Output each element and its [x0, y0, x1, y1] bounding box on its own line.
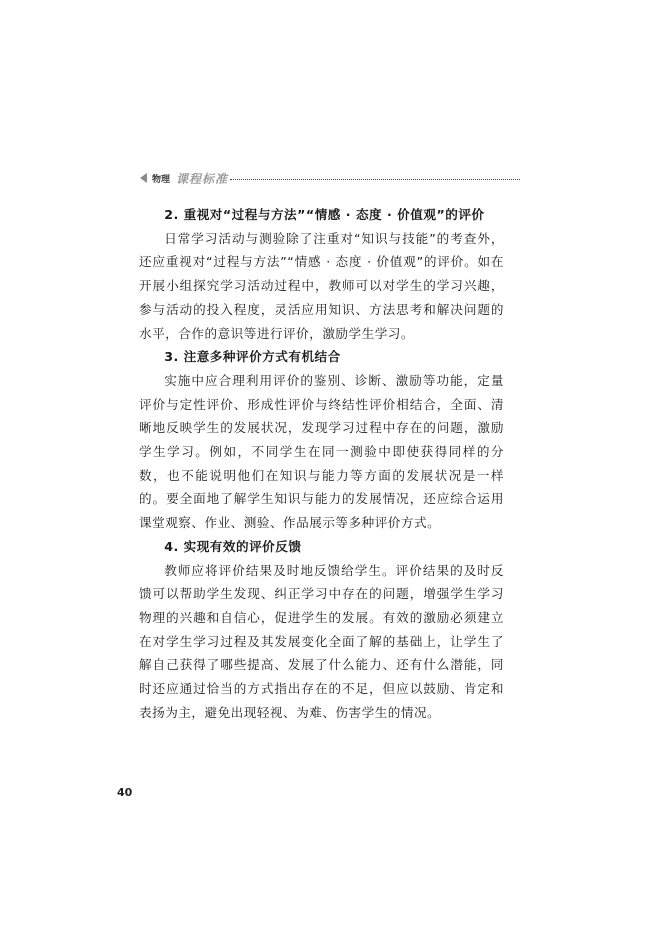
left-arrow-icon [140, 173, 147, 183]
section-heading-4: 4. 实现有效的评价反馈 [164, 538, 302, 554]
paragraph-2: 日常学习活动与测验除了注重对“知识与技能”的考查外，还应重视对“过程与方法”“情感 · 态度 · 价值观”的评价。如在开展小组探究学习活动过程中，教师可以对学生的学习兴趣，参与活动的投入程度，灵活应用知识、方法思考和解决问题的水平，合作的意识等进行评价，激励学生学习。 [139, 230, 504, 341]
section-heading-3: 3. 注意多种评价方式有机结合 [164, 349, 341, 365]
page-body [139, 203, 504, 724]
section-heading-2: 2. 重视对“过程与方法”“情感 · 态度 · 价值观”的评价 [164, 207, 485, 222]
paragraph-4: 教师应将评价结果及时地反馈给学生。评价结果的及时反馈可以帮助学生发现、纠正学习中存在的问题，增强学生学习物理的兴趣和自信心，促进学生的发展。有效的激励必须建立在对学生学习过程及其发展变化全面了解的基础上，让学生了解自己获得了哪些提高、发展了什么能力、还有什么潜能，同时还应通过恰当的方式指出存在的不足，但应以鼓励、肯定和表扬为主，避免出现轻视、为难、伤害学生的情况。 [139, 562, 504, 720]
running-header [140, 170, 520, 186]
page-number: 40 [117, 786, 133, 799]
header-subject: 物理 [152, 174, 171, 185]
header-dotted-rule [230, 179, 520, 180]
header-title: 课程标准 [176, 171, 229, 186]
paragraph-3: 实施中应合理利用评价的鉴别、诊断、激励等功能，定量评价与定性评价、形成性评价与终结性评价相结合，全面、清晰地反映学生的发展状况，发现学习过程中存在的问题，激励学生学习。例如，不同学生在同一测验中即使获得同样的分数，也不能说明他们在知识与能力等方面的发展状况是一样的。要全面地了解学生知识与能力的发展情况，还应综合运用课堂观察、作业、测验、作品展示等多种评价方式。 [139, 372, 504, 531]
